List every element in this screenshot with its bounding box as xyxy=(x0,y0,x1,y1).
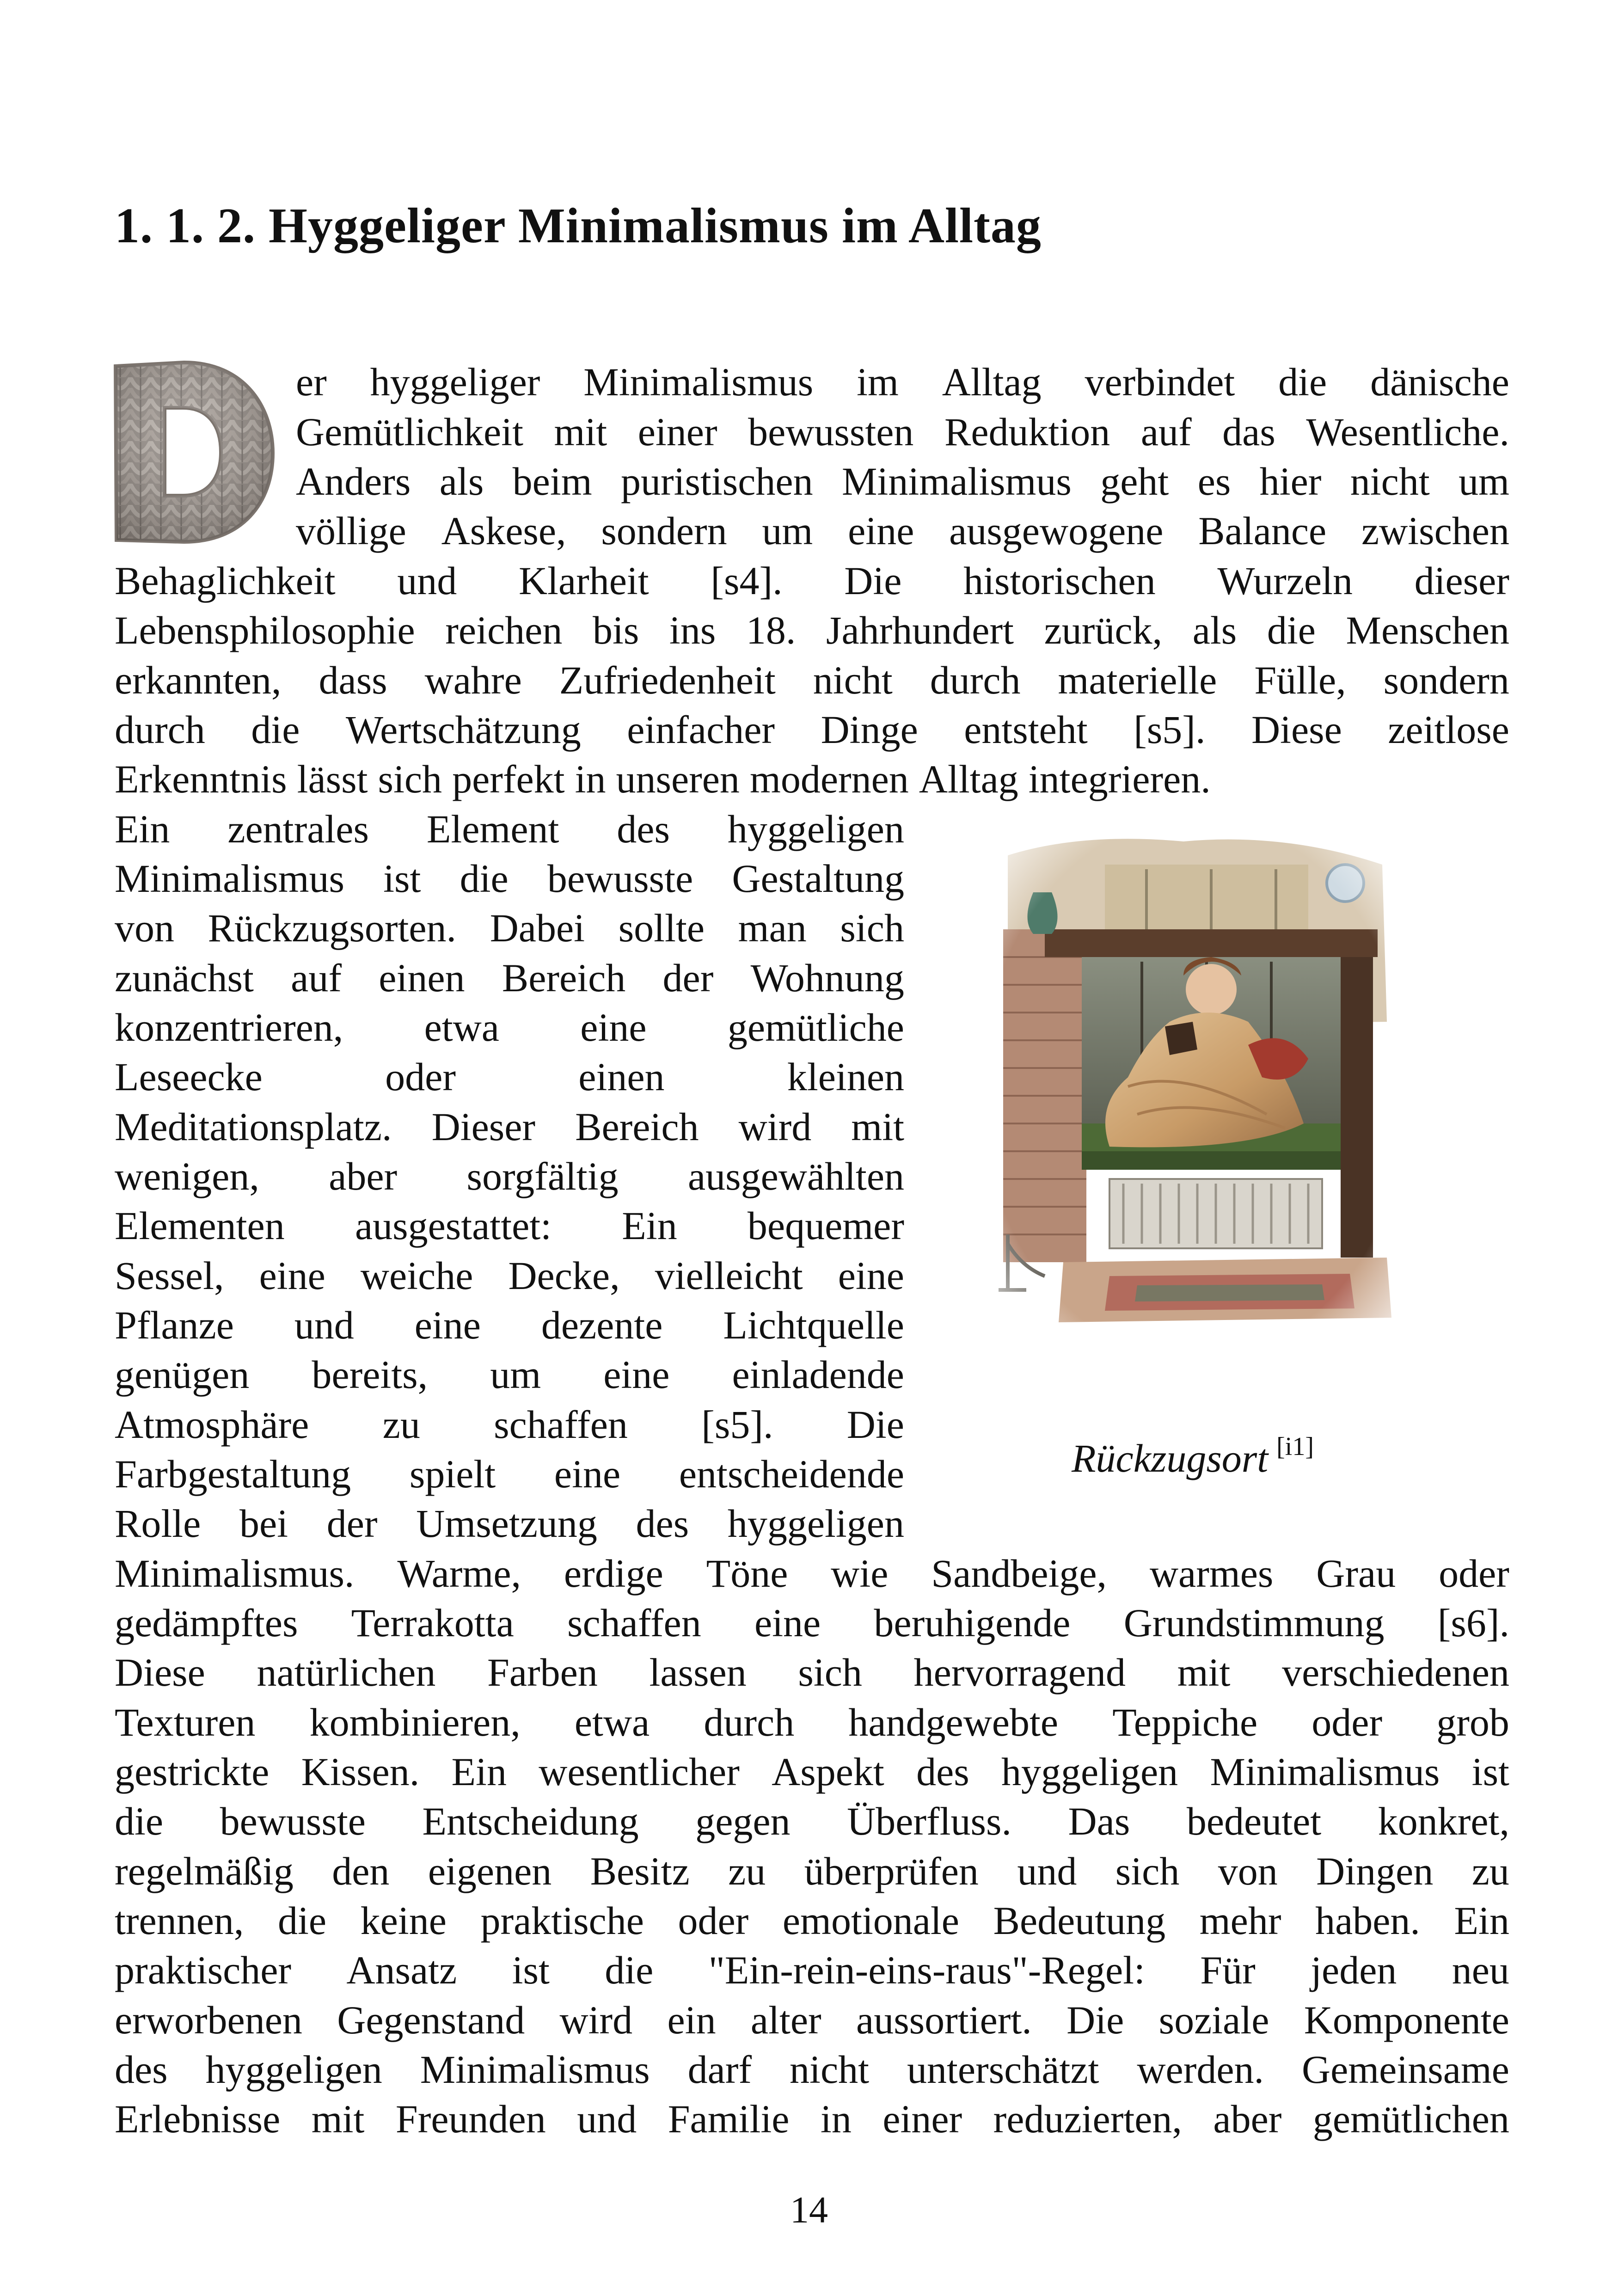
text-line: praktischer Ansatz ist die "Ein-rein-eins-raus"-Regel: Für jeden neu xyxy=(115,1948,1509,1992)
text-line: wenigen, aber sorgfältig ausgewählten xyxy=(115,1154,904,1198)
text-line: Behaglichkeit und Klarheit [s4]. Die historischen Wurzeln dieser xyxy=(115,559,1509,603)
text-line: Leseecke oder einen kleinen xyxy=(115,1055,904,1099)
text-line: völlige Askese, sondern um eine ausgewogene Balance zwischen xyxy=(296,509,1509,553)
illustration-reading-nook xyxy=(989,828,1401,1350)
text-line: er hyggeliger Minimalismus im Alltag verbindet die dänische xyxy=(296,360,1509,404)
text-line: durch die Wertschätzung einfacher Dinge entsteht [s5]. Diese zeitlose xyxy=(115,707,1509,752)
text-line: gedämpftes Terrakotta schaffen eine beruhigende Grundstimmung [s6]. xyxy=(115,1601,1509,1645)
text-line: gestrickte Kissen. Ein wesentlicher Aspekt des hyggeligen Minimalismus ist xyxy=(115,1750,1509,1794)
figure-caption-text: Rückzugsort xyxy=(1071,1436,1269,1480)
text-line: konzentrieren, etwa eine gemütliche xyxy=(115,1005,904,1050)
text-line: Farbgestaltung spielt eine entscheidende xyxy=(115,1452,904,1496)
text-line: Erlebnisse mit Freunden und Familie in einer reduzierten, aber gemütlichen xyxy=(115,2097,1509,2141)
text-line: Gemütlichkeit mit einer bewussten Reduktion auf das Wesentliche. xyxy=(296,410,1509,454)
text-line: erkannten, dass wahre Zufriedenheit nicht durch materielle Fülle, sondern xyxy=(115,658,1509,702)
text-line: Elementen ausgestattet: Ein bequemer xyxy=(115,1203,904,1248)
text-line: erworbenen Gegenstand wird ein alter aussortiert. Die soziale Komponente xyxy=(115,1998,1509,2042)
text-line: von Rückzugsorten. Dabei sollte man sich xyxy=(115,906,904,950)
text-line: genügen bereits, um eine einladende xyxy=(115,1352,904,1397)
text-line: Lebensphilosophie reichen bis ins 18. Jahrhundert zurück, als die Menschen xyxy=(115,608,1509,652)
text-line: regelmäßig den eigenen Besitz zu überprüfen und sich von Dingen zu xyxy=(115,1849,1509,1893)
section-heading: 1. 1. 2. Hyggeliger Minimalismus im Alltag xyxy=(115,198,1042,253)
figure-reference: [i1] xyxy=(1276,1432,1314,1461)
text-line: Minimalismus ist die bewusste Gestaltung xyxy=(115,856,904,901)
text-line: des hyggeligen Minimalismus darf nicht unterschätzt werden. Gemeinsame xyxy=(115,2047,1509,2092)
page-number: 14 xyxy=(790,2189,828,2231)
text-line: Texturen kombinieren, etwa durch handgewebte Teppiche oder grob xyxy=(115,1700,1509,1744)
text-line: Anders als beim puristischen Minimalismus geht es hier nicht um xyxy=(296,459,1509,503)
text-line: Rolle bei der Umsetzung des hyggeligen xyxy=(115,1501,904,1546)
text-line: trennen, die keine praktische oder emotionale Bedeutung mehr haben. Ein xyxy=(115,1898,1509,1943)
text-line: zunächst auf einen Bereich der Wohnung xyxy=(115,956,904,1000)
text-line: Minimalismus. Warme, erdige Töne wie Sandbeige, warmes Grau oder xyxy=(115,1551,1509,1596)
figure-caption xyxy=(994,1422,1391,1483)
drop-cap-knitted-d xyxy=(110,356,281,548)
text-line: Diese natürlichen Farben lassen sich hervorragend mit verschiedenen xyxy=(115,1650,1509,1694)
text-line: Erkenntnis lässt sich perfekt in unseren modernen Alltag integrieren. xyxy=(115,757,1211,801)
text-line: Pflanze und eine dezente Lichtquelle xyxy=(115,1303,904,1347)
text-line: die bewusste Entscheidung gegen Überfluss. Das bedeutet konkret, xyxy=(115,1799,1509,1843)
text-line: Sessel, eine weiche Decke, vielleicht eine xyxy=(115,1253,904,1298)
text-line: Atmosphäre zu schaffen [s5]. Die xyxy=(115,1402,904,1447)
text-line: Meditationsplatz. Dieser Bereich wird mit xyxy=(115,1105,904,1149)
text-line: Ein zentrales Element des hyggeligen xyxy=(115,807,904,851)
